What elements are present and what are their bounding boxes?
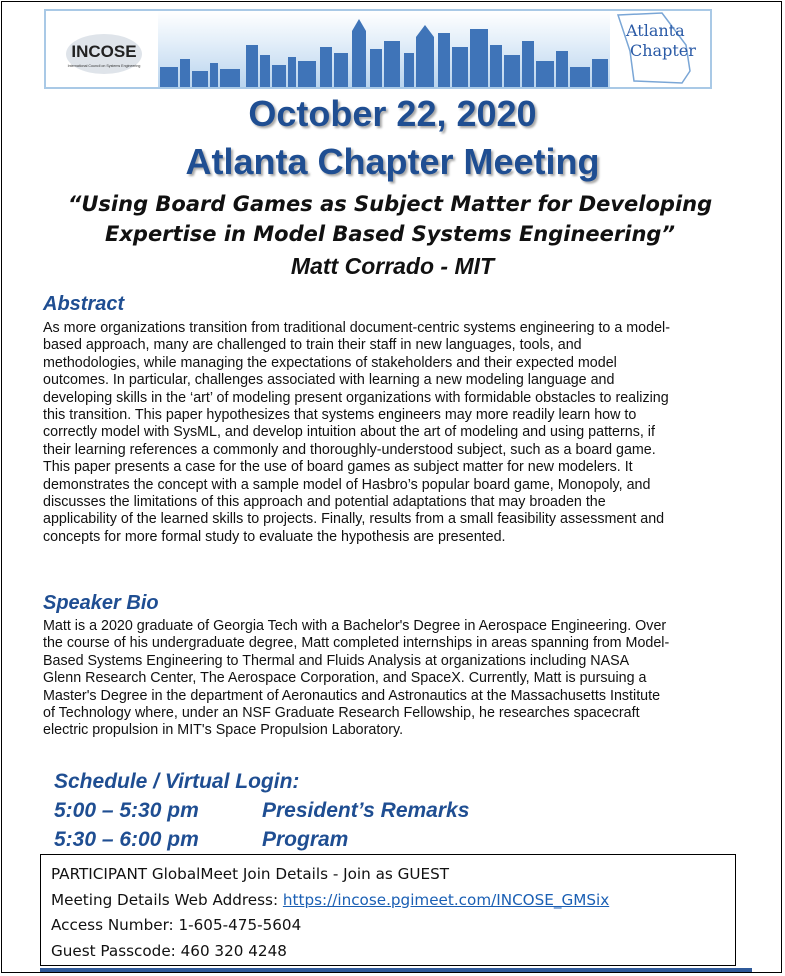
access-number: Access Number: 1-605-475-5604 (51, 916, 302, 934)
web-address-line (51, 888, 735, 914)
meeting-link[interactable]: https://incose.pgimeet.com/INCOSE_GMSix (282, 890, 610, 909)
svg-text:International Council on Syste: International Council on Systems Engineering (67, 64, 141, 68)
schedule-row (54, 796, 469, 825)
bottom-divider (40, 968, 752, 972)
svg-text:INCOSE: INCOSE (71, 42, 137, 61)
speaker-name: Matt Corrado - MIT (290, 253, 495, 279)
schedule-item: President’s Remarks (262, 799, 470, 822)
atlanta-skyline-image (158, 11, 610, 87)
incose-logo-area (46, 11, 158, 87)
schedule-time: 5:30 – 6:00 pm (54, 828, 199, 851)
schedule-time: 5:00 – 5:30 pm (54, 799, 199, 822)
abstract-heading: Abstract (43, 293, 125, 315)
schedule-row (54, 825, 469, 854)
join-details-box (40, 854, 736, 966)
bio-heading: Speaker Bio (43, 592, 159, 614)
talk-title: “Using Board Games as Subject Matter for Developing Expertise in Model Based Systems Engineering” (67, 192, 713, 246)
atlanta-chapter-logo (612, 11, 710, 87)
schedule-section (54, 767, 469, 854)
web-address-label: Meeting Details Web Address: (51, 890, 283, 909)
guest-passcode: Guest Passcode: 460 320 4248 (51, 941, 287, 960)
event-date: October 22, 2020 (248, 93, 537, 134)
meeting-title: Atlanta Chapter Meeting (185, 141, 600, 182)
schedule-item: Program (262, 828, 349, 851)
bio-body: Matt is a 2020 graduate of Georgia Tech with a Bachelor's Degree in Aerospace Engineering. Over the course of his undergraduate degree, Matt completed internships in areas spanning from Model- Based Systems Engineering to Thermal and Fluids Analysis at organizations including NASA Glenn Research Center, The Aerospace Corporation, and SpaceX. Currently, Matt is pursuing a Master's Degree in the department of Aeronautics and Astronautics at the Massachusetts Institute of Technology where, under an NSF Graduate Research Fellowship, he researches spacecraft electric propulsion in MIT's Space Propulsion Laboratory. (43, 618, 670, 739)
chapter-label-line1: Atlanta (626, 21, 685, 40)
chapter-label-line2: Chapter (630, 41, 696, 60)
schedule-heading: Schedule / Virtual Login: (54, 770, 300, 793)
abstract-body: As more organizations transition from traditional document-centric systems engineering to a model- based approach, many are challenged to train their staff in new languages, tools, and methodologies, while managing the expectations of stakeholders and their expected model outcomes. In particular, challenges associated with learning a new modeling language and developing skills in the ‘art’ of modeling present organizations with formidable obstacles to realizing this transition. This paper hypothesizes that systems engineers may more readily learn how to correctly model with SysML, and develop intuition about the art of modeling and using patterns, if their learning references a commonly and thoroughly-understood subject, such as a board game. This paper presents a case for the use of board games as subject matter for new modelers. It demonstrates the concept with a sample model of Hasbro’s popular board game, Monopoly, and discusses the limitations of this approach and potential adaptations that may broaden the applicability of the learned skills to projects. Finally, results from a small feasibility assessment and concepts for more formal study to evaluate the hypothesis are presented. (43, 320, 670, 545)
chapter-label (626, 21, 710, 61)
join-header: PARTICIPANT GlobalMeet Join Details - Join as GUEST (51, 865, 450, 883)
skyline-illustration (158, 11, 610, 87)
incose-logo (64, 31, 144, 77)
header-banner (44, 9, 712, 89)
